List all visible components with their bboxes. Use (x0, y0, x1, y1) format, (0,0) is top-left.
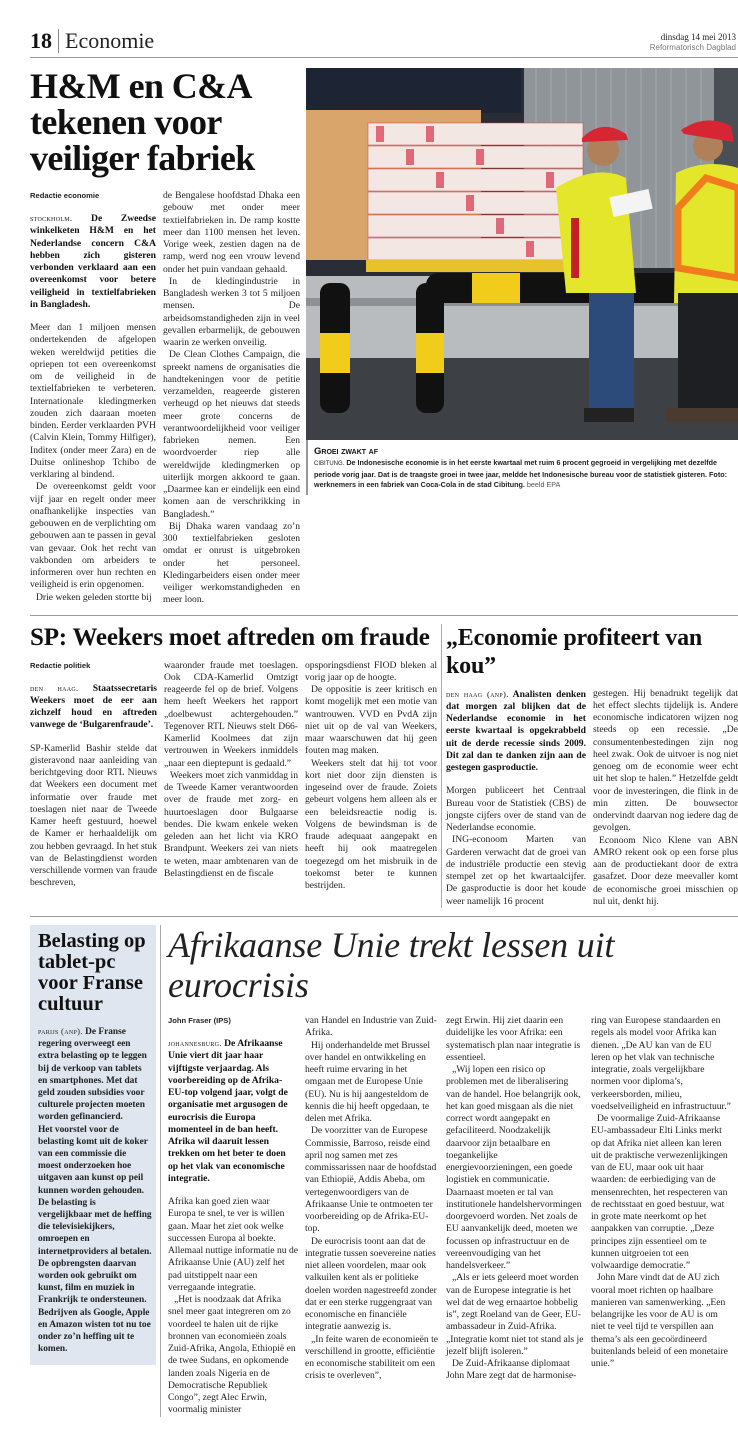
paragraph: „Wij lopen een risico op problemen met de liberalisering van de handel. Hoe belangrijk ook, het kan goed misgaan als die niet correct wordt aangepakt en gefaciliteerd. Noodzakelijk daarvoor zijn betaalbare en toegankelijke energievoorzieningen, een goede logistiek en communicatie. Daarnaast moeten er tal van institutionele handelshervormingen doorgevoerd worden. Net zoals de EU aanvankelijk deed, moeten we focussen op infrastructuur en de vereenvoudiging van het handelsverkeer.” (446, 1064, 582, 1271)
issue-date: dinsdag 14 mei 2013 (660, 32, 736, 42)
lead-text: De Zweedse winkelketen H&M en het Nederlandse concern C&A hebben zich gisteren verbonden verklaard aan een overeenkomst voor betere veiligheid in textielfabrieken in Bangladesh. (30, 213, 156, 310)
news-photo-factory-workers (306, 68, 738, 440)
box-dateline: parijs (anp). (38, 1026, 83, 1036)
byline: John Fraser (IPS) (168, 1016, 231, 1025)
sidebar-news-box (30, 925, 156, 1365)
column-divider (160, 925, 161, 1417)
article-column (305, 1015, 439, 1383)
article-column (305, 660, 437, 893)
article-headline-afrika: Afrikaanse Unie trekt lessen uit eurocrisis (168, 925, 615, 1005)
paragraph: gestegen. Hij benadrukt tegelijk dat het effect slechts tijdelijk is. Andere economische indicatoren wijzen nog steeds op een recessie. „De consumentenbestedingen zijn nog heel zwak. Ook de uitvoer is nog niet genoeg om de economie weer echt uit het slop te halen.” Hetzelfde geldt voor de investeringen, die flink in de min zitten. De bouwsector ondervindt daarvan nog iedere dag de gevolgen. (593, 687, 738, 834)
article-afrika (168, 925, 738, 1417)
paragraph: Drie weken geleden stortte bij (36, 591, 152, 603)
newspaper-name: Reformatorisch Dagblad (649, 43, 736, 52)
dateline: den haag (anp). (446, 688, 509, 699)
paragraph: De voorzitter van de Europese Commissie, Barroso, reisde eind april nog samen met zes commissarissen naar de hoofdstad van Ethiopië, Addis Abeba, om vertegenwoordigers van de Afrikaanse Unie te ontmoeten ter voorbereiding op de Afrika-EU-top. (305, 1125, 437, 1235)
paragraph: De eurocrisis toont aan dat de integratie tussen soevereine naties niet alleen voordelen, maar ook valkuilen kent als er politieke doelen worden nagestreefd zonder dat er een sterke ruggengraat van economische en financiële integratie aanwezig is. (305, 1235, 437, 1333)
section-rule (30, 916, 738, 917)
article-columns (30, 190, 300, 607)
article-column (591, 1015, 731, 1370)
paragraph: Meer dan 1 miljoen mensen ondertekenden de afgelopen weken wereldwijd petities die opriepen tot een overeenkomst om de veiligheid in de textielfabrieken te verbeteren. Internationale kledingmerken zouden zich daaraan moeten binden. Eerder verklaarden PVH (Calvin Klein, Tommy Hilfiger), Inditex (onder meer Zara) en de Duitse onlineshop Tchibo de verklaring al bindend. (30, 322, 156, 480)
article-column (446, 688, 586, 908)
paragraph: SP-Kamerlid Bashir stelde dat gisteravond naar aanleiding van berichtgeving door RTL Nieuws dat Weekers een document met informatie over fraude met toeslagen niet naar de Tweede Kamer heeft gestuurd, hoewel de Kamer er herhaaldelijk om zou hebben gevraagd. In het stuk van de Belastingdienst worden verschillende vormen van fraude beschreven, (30, 742, 157, 889)
paragraph: Hij onderhandelde met Brussel over handel en ontwikkeling en heeft ruime ervaring in het omgaan met de Europese Unie (EU). Nu is hij aangesteldom de kennis die hij heeft opgedaan, te delen met Afrika. (305, 1039, 431, 1124)
article-columns (168, 1015, 738, 1417)
bottom-section (30, 925, 738, 1417)
article-lead (168, 1037, 298, 1185)
page-number: 18 (30, 28, 52, 53)
caption-dateline: CIBITUNG. (314, 461, 345, 467)
photo-caption (314, 458, 734, 491)
paragraph: ING-econoom Marten van Garderen verwacht dat de groei van de industriële productie een stevig stempel zet op het kwartaalcijfer. De gasproductie is door het koude weer namelijk 16 procent (446, 834, 586, 907)
article-hm (30, 68, 300, 607)
factory-photo-illustration (306, 68, 738, 440)
paragraph: De voormalige Zuid-Afrikaanse EU-ambassadeur Elti Links merkt op dat Afrika niet alleen kan leren uit de praktische verwezenlijkingen van de EU, maar ook uit haar waarden: de eerbiediging van de mensenrechten, het respecteren van de rechtsstaat en goed bestuur, wat in grote mate neerkomt op het aanpakken van corruptie. „Deze principes zijn essentieel om te kunnen uitgroeien tot een volwaardige democratie.” (591, 1113, 728, 1271)
paragraph: Weekers moet zich vanmiddag in de Tweede Kamer verantwoorden over de fraude met zorg- en huurtoeslagen door Bulgaarse bendes. Die kwam enkele weken geleden aan het licht via KRO Brandpunt. Weekers zei van niets te weten, maar ambtenaren van de Belastingdienst en de fiscale (164, 769, 298, 879)
header-separator (58, 29, 59, 53)
paragraph: Bij Dhaka waren vandaag zo’n 300 textielfabrieken gesloten omdat er onrust is uitgebroken onder het personeel. Kledingarbeiders eisen onder meer veiliger werkomstandigheden en meer loon. (163, 520, 300, 606)
paragraph: De oppositie is zeer kritisch en komt mogelijk met een motie van wantrouwen. VVD en PvdA zijn niet uit op de val van Weekers, maar waarschuwen dat hij geen fouten mag maken. (305, 684, 437, 757)
paragraph: De overeenkomst geldt voor vijf jaar en regelt onder meer onafhankelijke inspecties van gebouwen en de verplichting om gebouwen aan te passen in geval van gevaar. Ook het recht van vakbonden om arbeiders te informeren over hun rechten en veiligheid is erin opgenomen. (30, 481, 156, 591)
paragraph: van Handel en Industrie van Zuid-Afrika. (305, 1015, 437, 1039)
paragraph: De Clean Clothes Campaign, die spreekt namens de organisaties die handtekeningen voor de petitie verzamelden, reageerde gisteren verheugd op het nieuws dat steeds meer grote concerns de verantwoordelijkheid voor veiliger fabrieken nemen. Een woordvoerder riep alle wereldwijde kledingmerken op uiterlijk morgen akkoord te gaan. „Daarmee kan er eindelijk een eind komen aan de verschrikking in Bangladesh.” (163, 349, 300, 520)
article-column (163, 190, 300, 607)
photo-block (306, 68, 738, 495)
photo-caption-title: Groei zwakt af (314, 446, 378, 457)
article-column (446, 1015, 584, 1383)
paragraph: „Als er iets geleerd moet worden van de Europese integratie is het wel dat de weg ernaartoe hobbelig is”, zegt Roeland van de Geer, EU-ambassadeur in Zuid-Afrika. „Integratie komt niet tot stand als je jezelf blijft isoleren.” (446, 1272, 584, 1357)
article-sp (30, 624, 437, 893)
article-headline-hm: H&M en C&A tekenen voor veiliger fabriek (30, 66, 255, 178)
paragraph: „Het is noodzaak dat Afrika snel meer gaat integreren om zo voordeel te halen uit de rijke bronnen van economieën zoals Zuid-Afrika, Angola, Ethiopië en de twee Sudans, en opkomende landen zoals Nigeria en de Democratische Republiek Congo”, zegt Alec Erwin, voormalig minister (168, 1294, 296, 1416)
column-divider (441, 624, 442, 909)
byline: Redactie politiek (30, 660, 91, 670)
paragraph: waaronder fraude met toeslagen. Ook CDA-Kamerlid Omtzigt reageerde fel op de brief. Volgens hem heeft Weekers het rapport „doelbewust achtergehouden.” Tegenover RTL Nieuws stelt D66-Kamerlid Koolmees dat zijn vertrouwen in Weekers inmiddels „naar een dieptepunt is gedaald.” (164, 659, 298, 769)
paragraph: Econoom Nico Klene van ABN AMRO rekent ook op een forse plus aan de productiekant door de extra gasafzet. Door deze meevaller komt de economische groei misschien op nul uit, denkt hij. (593, 834, 738, 907)
dateline: den haag. (30, 682, 79, 693)
lead-text: Analisten denken dat morgen zal blijken dat de Nederlandse economie in het eerste kwartaal is opgekrabbeld uit de derde recessie sinds 2009. Dit zal dan te danken zijn aan de gestegen gasproductie. (446, 688, 586, 773)
article-column (593, 688, 738, 909)
article-lead (30, 212, 156, 311)
paragraph: John Mare vindt dat de AU zich vooral moet richten op haalbare manieren van samenwerking. „Een belangrijke les voor de AU is om niet te veel tijd te verspillen aan thema’s als een gecoördineerd buitenlands beleid of een monetaire unie.” (591, 1272, 728, 1369)
lead-text: Staatssecretaris Weekers moet de eer aan zichzelf houd en aftreden vanwege de ‘Bulgarenfraude’. (30, 682, 157, 731)
paragraph: zegt Erwin. Hij ziet daarin een duidelijke les voor Afrika: een systematisch plan naar integratie is essentieel. (446, 1015, 581, 1063)
page-header (30, 0, 738, 58)
photo-credit: beeld EPA (526, 480, 561, 490)
article-headline-sp: SP: Weekers moet aftreden om fraude (30, 623, 430, 651)
article-columns (446, 688, 738, 909)
paragraph: Weekers stelt dat hij tot voor kort niet door zijn diensten is ingeseind over de fraude. Zoiets gebeurt volgens hem alleen als er een beleidsreactie nodig is. Volgens de bewindsman is de fraude adequaat aangepakt en heeft hij ook maatregelen toegezegd om het misbruik in de toekomst beter te kunnen bestrijden. (305, 757, 437, 891)
article-column (168, 1015, 298, 1417)
paragraph: opsporingsdienst FIOD bleken al vorig jaar op de hoogte. (305, 659, 437, 683)
paragraph: ring van Europese standaarden en regels als model voor Afrika kan dienen. „De AU kan van de EU leren op het vlak van technische integratie, zoals vergelijkbare normen voor diploma’s, verkeersborden, milieu, voedselveiligheid en infrastructuur.” (591, 1015, 731, 1112)
paragraph: „In feite waren de economieën te verschillend in grootte, efficiëntie en economische stabiliteit om een crisis te overleven”, (305, 1333, 439, 1382)
article-lead (30, 682, 157, 732)
paragraph: De Zuid-Afrikaanse diplomaat John Mare zegt dat de harmonise- (446, 1358, 577, 1382)
box-lead: De Franse regering overweegt een extra belasting op te leggen bij de verkoop van tablets en smartphones. Met dat geld zouden subsidies voor culturele projecten moeten worden gefinancierd. (38, 1027, 147, 1123)
article-headline-economie: „Economie profiteert van kou” (446, 624, 703, 679)
dateline: johannesburg. (168, 1038, 222, 1048)
article-lead (446, 688, 586, 775)
article-columns (30, 660, 437, 893)
paragraph: Afrika kan goed zien waar Europa te snel, te ver is willen gaan. Maar het ziet ook welke successen Europa al boekte. Allemaal nuttige informatie nu de Afrikaanse Unie (AU) zelf het pad uitstippelt naar een verregaande integratie. (168, 1196, 299, 1293)
lead-text: De Afrikaanse Unie viert dit jaar haar vijftigste verjaardag. Als voorbereiding op de Afrika-EU-top volgend jaar, volgt de organisatie met argusogen de eurocrisis die Europa momenteel in de ban heeft. Afrika wil daaruit lessen trekken om het beter te doen op het vlak van economische integratie. (168, 1038, 288, 1184)
box-headline: Belasting op tablet-pc voor Franse cultuur (38, 930, 146, 1015)
byline: Redactie economie (30, 191, 100, 200)
section-rule (30, 615, 738, 616)
article-column (30, 660, 157, 890)
top-story-section (30, 68, 738, 607)
article-column (164, 660, 298, 881)
paragraph: de Bengalese hoofdstad Dhaka een gebouw met onder meer textielfabrieken in. De ramp kostte meer dan 1100 mensen het leven. Vorige week, zestien dagen na de ramp, werd nog een vrouw levend onder het puin vandaan gehaald. (163, 190, 300, 275)
middle-section (30, 624, 738, 909)
box-paragraph: Het voorstel voor de belasting komt uit de koker van een commissie die moest onderzoeken hoe uitgaven aan kunst op peil kunnen worden gehouden. De belasting is vergelijkbaar met de heffing die televisiekijkers, omroepen en internetproviders al betalen. De opbrengsten daarvan worden ook gebruikt om kunst, film en muziek in Frankrijk te ondersteunen. Bedrijven als Google, Apple en Amazon wisten tot nu toe onder zo’n heffing uit te komen. (38, 1124, 152, 1355)
section-title: Economie (65, 28, 155, 53)
caption-text: De Indonesische economie is in het eerste kwartaal met ruim 6 procent gegroeid in vergelijking met dezelfde periode vorig jaar. Dat is de traagste groei in twee jaar, meldde het Indonesische bureau voor de statistiek gisteren. Foto: werknemers in een fabriek van Coca-Cola in de stad Cibitung. (314, 458, 727, 490)
article-column (30, 190, 156, 604)
header-meta (650, 32, 738, 53)
dateline: stockholm. (30, 213, 73, 223)
box-text (38, 1025, 152, 1355)
photo-caption-block (306, 440, 738, 495)
paragraph: In de kledingindustrie in Bangladesh werken 3 tot 5 miljoen mensen. De arbeidsomstandigheden zijn in veel gevallen erbarmelijk, de gebouwen waarin ze werken onveilig. (163, 275, 300, 348)
paragraph: Morgen publiceert het Centraal Bureau voor de Statistiek (CBS) de jongste cijfers over de stand van de Nederlandse economie. (446, 785, 586, 833)
article-economie (446, 624, 738, 909)
